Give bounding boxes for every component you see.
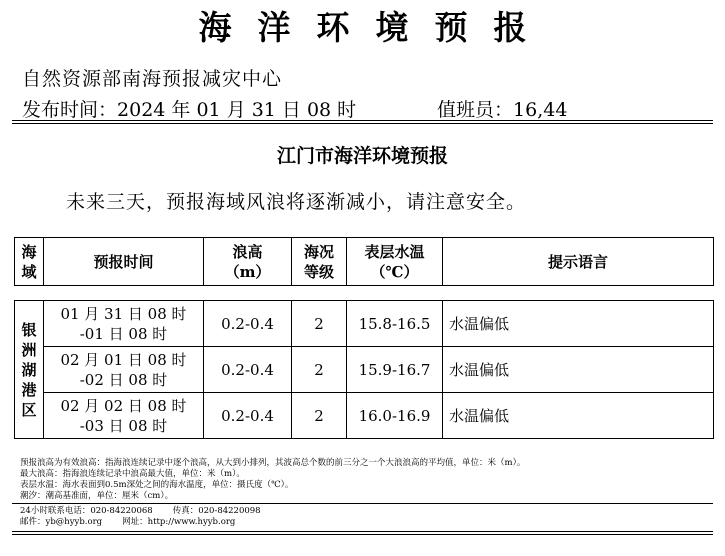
web-label: 网址：	[122, 517, 148, 527]
time-cell	[44, 347, 204, 393]
region-char: 港	[21, 380, 37, 399]
col-area	[15, 238, 44, 286]
web-link[interactable]: http://www.hyyb.org	[147, 517, 236, 527]
tip-cell: 水温偏低	[443, 301, 714, 347]
table-row	[15, 301, 714, 347]
note-wave-height: 预报浪高为有效浪高：指海浪连续记录中逐个浪高，从大到小排列，其波高总个数的前三分之一个大浪浪高的平均值，单位：米（m）。	[20, 458, 526, 468]
table-row	[15, 347, 714, 393]
col-wave-line2: （m）	[224, 262, 271, 281]
forecast-subtitle: 江门市海洋环境预报	[276, 145, 448, 167]
region-char: 区	[21, 400, 37, 419]
col-sea-level	[292, 238, 347, 286]
table-row	[15, 393, 714, 439]
time-start: 02 月 01 日 08 时	[60, 350, 187, 369]
time-end: -02 日 08 时	[79, 370, 168, 389]
duty-value: 16,44	[513, 99, 568, 121]
duty-officer	[437, 95, 567, 122]
forecast-table	[14, 300, 714, 439]
wave-cell: 0.2-0.4	[204, 301, 292, 347]
level-cell: 2	[292, 301, 347, 347]
phone-label: 24小时联系电话：	[20, 506, 91, 516]
time-end: -01 日 08 时	[79, 324, 168, 343]
temp-cell: 15.8-16.5	[347, 301, 443, 347]
region-char: 洲	[21, 340, 37, 359]
footnotes	[20, 458, 525, 502]
publish-value: 2024 年 01 月 31 日 08 时	[117, 99, 357, 121]
contact-info	[20, 506, 261, 528]
wave-cell: 0.2-0.4	[204, 393, 292, 439]
tip-cell: 水温偏低	[443, 347, 714, 393]
fax-number: 020-84220098	[198, 506, 261, 516]
duty-label: 值班员：	[437, 99, 514, 121]
time-cell	[44, 301, 204, 347]
email-label: 邮件：	[20, 517, 46, 527]
col-sea-line1: 海况	[303, 242, 334, 261]
col-temp-line2: （℃）	[370, 262, 419, 281]
col-sea-line2: 等级	[303, 262, 334, 281]
region-char: 湖	[21, 360, 37, 379]
time-start: 01 月 31 日 08 时	[60, 304, 187, 323]
time-cell	[44, 393, 204, 439]
temp-cell: 16.0-16.9	[347, 393, 443, 439]
header-divider-2	[12, 123, 713, 124]
col-area-line2: 域	[21, 262, 37, 281]
col-time: 预报时间	[44, 238, 204, 286]
note-max-wave: 最大浪高：指海浪连续记录中浪高最大值，单位：米（m）。	[20, 469, 245, 479]
col-tip: 提示语言	[443, 238, 714, 286]
footer-divider	[12, 503, 713, 504]
email-link[interactable]: yb@hyyb.org	[45, 517, 103, 527]
fax-label: 传真：	[172, 506, 199, 516]
region-char: 银	[21, 320, 37, 339]
page-title: 海洋环境预报	[198, 8, 553, 47]
note-tide: 潮汐：潮高基准面，单位：厘米（cm）。	[20, 491, 174, 501]
region-cell	[15, 301, 44, 439]
forecast-table-header	[14, 237, 714, 286]
col-wave-line1: 浪高	[232, 242, 263, 261]
temp-cell: 15.9-16.7	[347, 347, 443, 393]
issuer-name: 自然资源部南海预报减灾中心	[22, 68, 283, 90]
bottom-divider	[12, 531, 713, 532]
col-area-line1: 海	[21, 242, 37, 261]
publish-label: 发布时间：	[22, 99, 118, 121]
time-end: -03 日 08 时	[79, 416, 168, 435]
phone-number: 020-84220068	[90, 506, 153, 516]
forecast-summary: 未来三天，预报海域风浪将逐渐减小，请注意安全。	[66, 191, 527, 213]
wave-cell: 0.2-0.4	[204, 347, 292, 393]
col-temp	[347, 238, 443, 286]
header-divider	[12, 120, 713, 121]
time-start: 02 月 02 日 08 时	[60, 396, 187, 415]
bottom-divider-2	[12, 534, 713, 535]
col-wave	[204, 238, 292, 286]
tip-cell: 水温偏低	[443, 393, 714, 439]
level-cell: 2	[292, 347, 347, 393]
note-surface-temp: 表层水温：海水表面到0.5m深处之间的海水温度，单位：摄氏度（℃）。	[20, 480, 294, 490]
level-cell: 2	[292, 393, 347, 439]
publish-time	[22, 95, 356, 122]
col-temp-line1: 表层水温	[364, 242, 425, 261]
